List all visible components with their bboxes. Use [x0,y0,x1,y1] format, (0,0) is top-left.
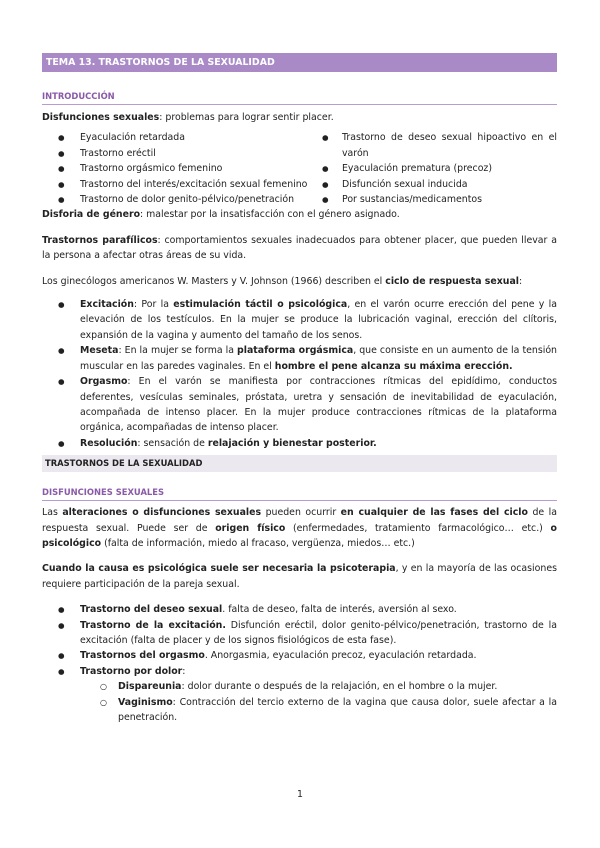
list-item: ● Eyaculación prematura (precoz) [322,161,557,176]
list-item: ● Disfunción sexual inducida [322,177,557,192]
disforia-definition: Disforia de género: malestar por la insatisfacción con el género asignado. [42,209,400,221]
list-item: ● Trastorno de deseo sexual hipoactivo en el varón [322,130,557,161]
disorder-dispareunia: ○ Dispareunia: dolor durante o después de la relajación, en el hombre o la mujer. [96,679,557,694]
dysfunction-columns [42,130,557,207]
phase-orgasmo: ● Orgasmo: En el varón se manifiesta por contracciones rítmicas del epidídimo, conductos deferentes, vesículas seminales, próstata, uretra y sensación de inevitabilidad de eyaculación, acompañada de intenso placer. En la mujer produce contracciones rítmicas de la plataforma orgánica, acompañadas de intenso placer. [42,374,557,436]
phase-list [42,297,557,451]
cycle-term: ciclo de respuesta sexual [385,275,520,287]
chapter-title-banner: TEMA 13. TRASTORNOS DE LA SEXUALIDAD [42,53,557,72]
disorder-excitacion: ● Trastorno de la excitación. Disfunción eréctil, dolor genito-pélvico/penetración, trastorno de la excitación (falta de placer y de los signos fisiológicos de esta fase). [42,618,557,649]
dysfunction-list-right [322,130,557,207]
section-heading-introduccion: INTRODUCCIÓN [42,90,557,105]
list-item: ● Trastorno orgásmico femenino [42,161,322,176]
cycle-intro-paragraph: Los ginecólogos americanos W. Masters y V. Johnson (1966) describen el ciclo de respuesta sexual: [42,275,523,287]
dolor-sublist [96,679,557,725]
disorder-deseo: ● Trastorno del deseo sexual. falta de deseo, falta de interés, aversión al sexo. [42,602,557,617]
list-item: ● Trastorno eréctil [42,146,322,161]
disforia-term: Disforia de género [42,209,141,221]
list-item: ● Trastorno de dolor genito-pélvico/penetración [42,192,322,207]
section-band-trastornos: TRASTORNOS DE LA SEXUALIDAD [42,455,557,472]
disfunciones-term: Disfunciones sexuales [42,112,160,123]
psicoterapia-paragraph: Cuando la causa es psicológica suele ser necesaria la psicoterapia, y en la mayoría de las ocasiones requiere participación de la pareja sexual. [42,563,557,590]
list-item: ● Por sustancias/medicamentos [322,192,557,207]
disorder-orgasmo: ● Trastornos del orgasmo. Anorgasmia, eyaculación precoz, eyaculación retardada. [42,648,557,663]
document-page [42,53,557,725]
phase-excitacion: ● Excitación: Por la estimulación táctil o psicológica, en el varón ocurre erección del pene y la elevación de los testículos. En la mujer se produce la lubricación vaginal, erección del clítoris, expansión de la vagina y aumento del tamaño de los senos. [42,297,557,343]
disfunciones-definition: Disfunciones sexuales: problemas para lograr sentir placer. [42,112,334,123]
disorder-vaginismo: ○ Vaginismo: Contracción del tercio externo de la vagina que causa dolor, suele afectar a la penetración. [96,695,557,726]
phase-meseta: ● Meseta: En la mujer se forma la plataforma orgásmica, que consiste en un aumento de la tensión muscular en las paredes vaginales. En el hombre el pene alcanza su máxima erección. [42,343,557,374]
disorder-list [42,602,557,725]
list-item: ● Eyaculación retardada [42,130,322,145]
dysfunction-list-left [42,130,322,207]
disorder-dolor: ● Trastorno por dolor: ○ Dispareunia: dolor durante o después de la relajación, en el hombre o la mujer. ○ Vaginismo: Contracción del tercio externo de la vagina que causa dolor, suele afectar a la penetración. [42,664,557,726]
section-heading-disfunciones: DISFUNCIONES SEXUALES [42,486,557,501]
phase-resolucion: ● Resolución: sensación de relajación y bienestar posterior. [42,436,557,451]
parafilicos-definition: Trastornos parafílicos: comportamientos sexuales inadecuados para obtener placer, que pueden llevar a la persona a afectar otras áreas de su vida. [42,234,557,262]
page-number: 1 [297,789,303,800]
parafilicos-term: Trastornos parafílicos [42,234,158,246]
disfunciones-paragraph: Las alteraciones o disfunciones sexuales pueden ocurrir en cualquier de las fases del ciclo de la respuesta sexual. Puede ser de origen físico (enfermedades, tratamiento farmacológico… etc.) o psicológico (falta de información, miedo al fracaso, vergüenza, miedos… etc.) [42,507,557,549]
list-item: ● Trastorno del interés/excitación sexual femenino [42,177,322,192]
